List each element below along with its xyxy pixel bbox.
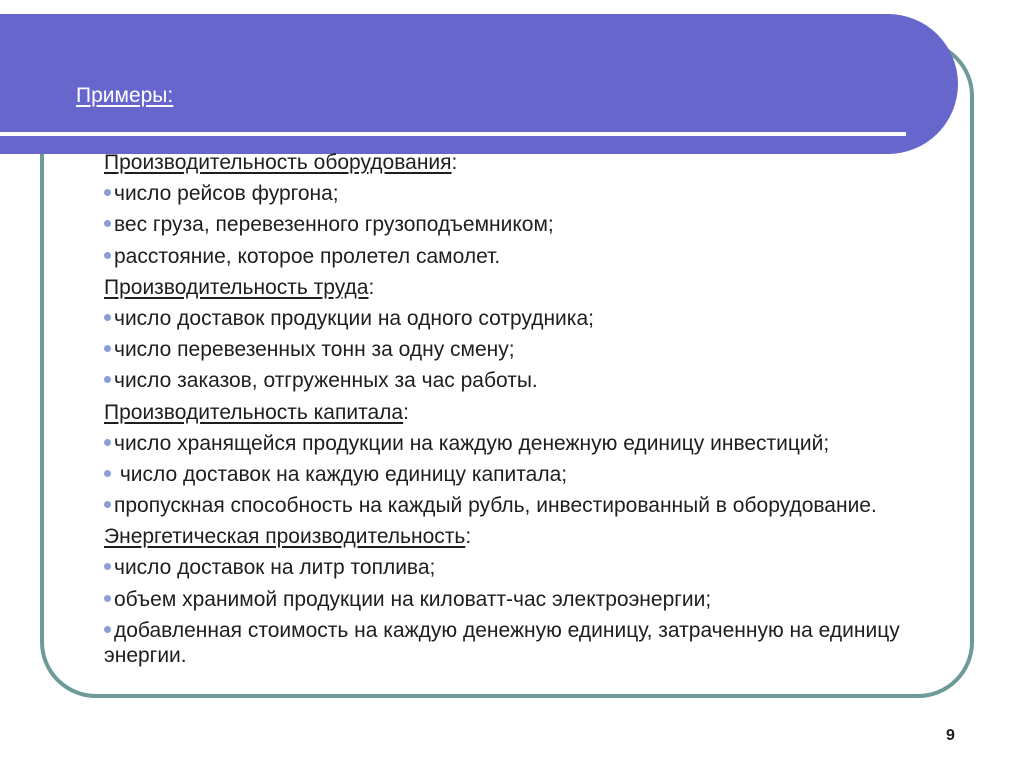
list-item-text: число перевезенных тонн за одну смену; <box>114 338 515 362</box>
bullet-icon <box>104 220 111 227</box>
bullet-icon <box>104 189 111 196</box>
list-item <box>104 244 954 269</box>
bullet-icon <box>104 314 111 321</box>
slide-content <box>104 150 954 674</box>
list-item-text: пропускная способность на каждый рубль, инвестированный в оборудование. <box>114 494 877 518</box>
section-title-suffix: : <box>451 151 458 174</box>
list-item <box>104 493 954 518</box>
section-title-suffix: : <box>465 525 472 549</box>
list-item-text: число доставок на литр топлива; <box>114 556 436 580</box>
list-item-text: число хранящейся продукции на каждую денежную единицу инвестиций; <box>114 431 830 455</box>
section-title <box>104 400 954 425</box>
section-labor-productivity <box>104 275 954 394</box>
section-title-suffix: : <box>403 400 409 424</box>
list-item-text: вес груза, перевезенного грузоподъемником; <box>114 213 554 237</box>
bullet-icon <box>104 501 111 508</box>
slide-title: Примеры: <box>76 84 174 107</box>
banner-divider <box>0 132 906 136</box>
page-number: 9 <box>946 727 955 744</box>
section-title <box>104 275 954 300</box>
section-equipment-productivity <box>104 150 954 269</box>
list-item <box>104 555 954 580</box>
section-title-text: Производительность оборудования <box>104 151 452 174</box>
list-item <box>104 337 954 362</box>
section-energy-productivity <box>104 524 954 668</box>
bullet-icon <box>104 595 111 602</box>
list-item-text: добавленная стоимость на каждую денежную единицу, затраченную на единицу энергии. <box>104 618 900 667</box>
list-item <box>104 306 954 331</box>
section-title-text: Производительность труда <box>104 275 369 299</box>
list-item-text: число заказов, отгруженных за час работы. <box>114 369 538 393</box>
list-item-text: число доставок на каждую единицу капитала; <box>114 462 568 486</box>
section-title-suffix: : <box>368 275 375 299</box>
bullet-icon <box>104 252 111 259</box>
list-item-text: число рейсов фургона; <box>114 182 339 206</box>
bullet-icon <box>104 470 111 477</box>
list-item <box>104 618 954 668</box>
section-title <box>104 524 954 549</box>
bullet-icon <box>104 626 111 633</box>
list-item <box>104 181 954 206</box>
section-capital-productivity <box>104 400 954 519</box>
list-item <box>104 587 954 612</box>
list-item-text: число доставок продукции на одного сотрудника; <box>114 306 594 330</box>
list-item <box>104 212 954 237</box>
bullet-icon <box>104 345 111 352</box>
bullet-icon <box>104 439 111 446</box>
section-title-text: Энергетическая производительность <box>104 525 466 549</box>
list-item-text: объем хранимой продукции на киловатт-час электроэнергии; <box>114 587 712 611</box>
list-item <box>104 368 954 393</box>
list-item-text: расстояние, которое пролетел самолет. <box>114 244 501 268</box>
list-item <box>104 462 954 487</box>
section-title <box>104 150 954 175</box>
bullet-icon <box>104 563 111 570</box>
section-title-text: Производительность капитала <box>104 400 404 424</box>
bullet-icon <box>104 376 111 383</box>
list-item <box>104 431 954 456</box>
